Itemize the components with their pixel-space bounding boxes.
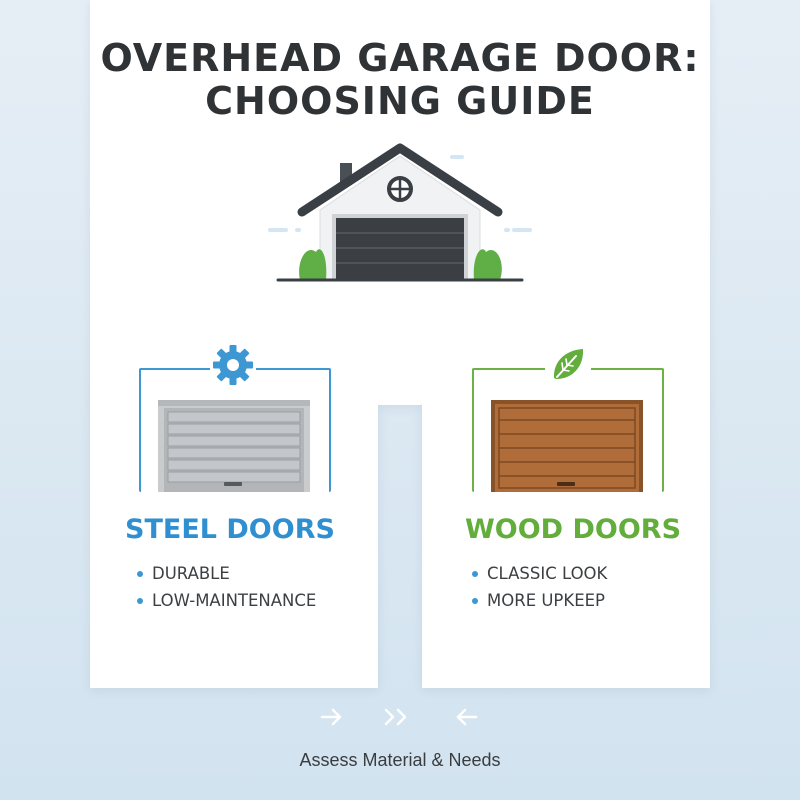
wood-badge: [545, 342, 591, 388]
steel-badge: [210, 342, 256, 388]
house-garage-icon: [260, 140, 540, 290]
wood-door-illustration: [491, 400, 643, 492]
double-chevron-right-icon: [386, 710, 405, 724]
page-title-line-1: OVERHEAD GARAGE DOOR:: [100, 36, 700, 80]
list-item: CLASSIC LOOK: [472, 565, 607, 592]
leaf-icon: [545, 342, 591, 388]
list-item: MORE UPKEEP: [472, 592, 607, 619]
arrow-right-icon: [322, 710, 340, 724]
bullet-dot: [137, 571, 143, 577]
steel-option-title: STEEL DOORS: [125, 514, 335, 545]
list-item: LOW-MAINTENANCE: [137, 592, 316, 619]
bullet-dot: [472, 571, 478, 577]
footer-caption: Assess Material & Needs: [299, 750, 501, 770]
steel-door-illustration: [158, 400, 310, 492]
wood-option-title: WOOD DOORS: [464, 514, 682, 545]
gear-icon: [210, 342, 256, 388]
wood-bullet-list: [472, 565, 607, 619]
page-title-line-2: CHOOSING GUIDE: [205, 79, 595, 123]
bullet-dot: [137, 598, 143, 604]
steel-bullet-list: [137, 565, 316, 619]
arrow-left-icon: [458, 710, 476, 724]
footer-arrows: [318, 706, 483, 728]
list-item: DURABLE: [137, 565, 316, 592]
bullet-dot: [472, 598, 478, 604]
